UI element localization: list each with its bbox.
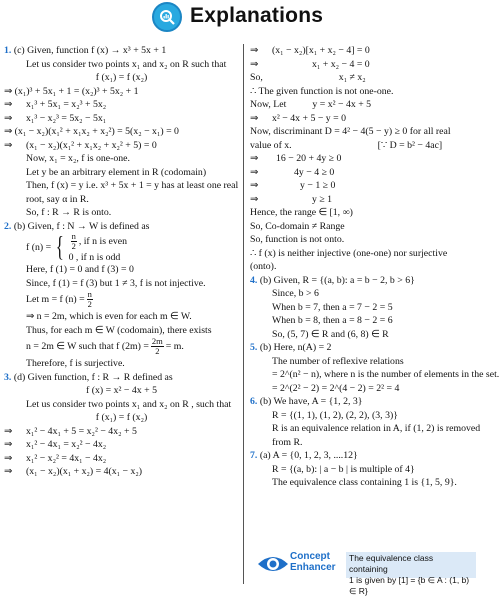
text-line: The equivalence class containing 1 is {1, 5, 9}. [272,477,457,488]
text-line: Thus, for each m ∈ W (codomain), there exists [26,324,212,336]
text-line: Now, Let [250,99,287,110]
implies-icon: ⇒ [4,466,13,477]
math-line: x₁² − 4x₁ + 5 = x₂² − 4x₂ + 5 [26,425,137,437]
math-line: ⇒ (x₁ − x₂)(x₁² + x₁x₂ + x₂²) = 5(x₂ − x₁) = 0 [4,126,179,137]
text-line: Let y be an arbitrary element in R (codomain) [26,166,207,178]
implies-icon: ⇒ [4,425,13,437]
fraction-denominator: 2 [71,240,76,251]
implies-icon: ⇒ [4,139,13,151]
text-line: Hence, the range ∈ [1, ∞) [250,207,353,218]
fraction-numerator: 2m [151,336,163,346]
text-line: The number of reflexive relations [272,355,404,367]
question-number: 6. [250,396,258,407]
text-line: Let us consider two points x₁ and x₂ on R such that [26,58,227,70]
implies-icon: ⇒ [250,180,259,191]
q3-heading: (d) Given function, f : R → R defined as [13,371,173,383]
function-label: f (n) = [26,242,52,254]
text-line: value of x. [250,139,292,151]
text-line: Since, f (1) = f (3) but 1 ≠ 3, f is not injective. [26,277,206,289]
math-line: (x₁ − x₂)[x₁ + x₂ − 4] = 0 [272,45,370,56]
q6-heading: (b) We have, A = {1, 2, 3} [259,396,363,407]
text-line: R is an equivalence relation in A, if (1, 2) is removed [272,423,481,434]
question-number: 4. [250,274,258,286]
text-line: So, function is not onto. [250,234,345,245]
question-number: 3. [4,371,12,383]
q1-heading: (c) Given, function f (x) → x³ + 5x + 1 [13,45,167,56]
case-condition: , if n is even [78,235,127,247]
text-line: Then, f (x) = y i.e. x³ + 5x + 1 = y has at least one real [26,180,239,191]
implies-icon: ⇒ [250,45,259,56]
math-line: f (x) = x² − 4x + 5 [86,385,157,396]
text-line: = 2^(2² − 2) = 2^(4 − 2) = 2² = 4 [272,382,400,394]
text-line: So, (5, 7) ∈ R and (6, 8) ∈ R [272,328,389,340]
math-line: ⇒ (x₁)³ + 5x₁ + 1 = (x₂)³ + 5x₂ + 1 [4,85,139,97]
implies-icon: ⇒ [250,112,259,124]
text-line: Therefore, f is surjective. [26,358,125,369]
question-number: 5. [250,342,258,353]
text-line: When b = 8, then a = 8 − 2 = 6 [272,315,393,326]
math-line: (x₁ − x₂)(x₁² + x₁x₂ + x₂² + 5) = 0 [26,139,157,151]
math-line: y − 1 ≥ 0 [300,180,336,191]
page-title: Explanations [190,4,324,27]
piecewise-function [4,230,239,263]
implies-icon: ⇒ [250,153,259,164]
eye-icon [256,550,290,578]
implies-icon: ⇒ [4,99,13,110]
q2-heading: (b) Given, f : N → W is defined as [13,220,150,232]
implies-icon: ⇒ [4,112,13,124]
text-line: = 2^(n² − n), where n is the number of elements in the set. [272,369,499,380]
text-line: So, f : R → R is onto. [26,207,112,218]
math-line: f (x₁) = f (x₂) [95,72,148,83]
math-line: x₁² − 4x₁ = x₂² − 4x₂ [26,439,107,450]
math-line: y = x² − 4x + 5 [312,99,372,110]
implies-icon: ⇒ [250,58,259,70]
q7-heading: (a) A = {0, 1, 2, 3, ....12} [259,450,358,461]
fraction-numerator: n [87,289,92,299]
math-line: 16 − 20 + 4y ≥ 0 [276,153,342,164]
left-column [4,44,239,479]
q5-heading: (b) Here, n(A) = 2 [259,342,332,353]
question-number: 1. [4,45,12,56]
implies-icon: ⇒ [250,193,259,205]
math-line: x₁ + x₂ − 4 = 0 [312,58,370,70]
note-line: The equivalence class containing [349,553,434,574]
note-line: 1 is given by [1] = {b ∈ A : (1, b) ∈ R} [349,575,470,596]
text-line: from R. [272,436,303,448]
fraction-denominator: 2 [155,346,160,356]
implies-icon: ⇒ [250,166,259,178]
math-line: x₁³ − x₂³ = 5x₂ − 5x₁ [26,112,107,124]
text-line: Let us consider two points x₁ and x₂ on R , such that [26,398,232,410]
text-line: Here, f (1) = 0 and f (3) = 0 [26,264,134,275]
math-line: x₁³ + 5x₁ = x₂³ + 5x₂ [26,99,107,110]
question-number: 2. [4,220,12,232]
text-line: Since, b > 6 [272,288,319,299]
text-line: Let m = f (n) = [26,293,85,305]
column-divider [243,44,244,584]
text-line: ∴ The given function is not one-one. [250,85,394,97]
fraction-denominator: 2 [87,299,92,309]
math-line: f (x₁) = f (x₂) [95,412,148,423]
implies-icon: ⇒ [4,439,13,450]
text-line: ∴ f (x) is neither injective (one-one) nor surjective [250,247,448,259]
right-column [250,44,499,490]
math-line: x² − 4x + 5 − y = 0 [272,112,347,124]
brace-icon: { [55,232,64,263]
text-line: R = {(a, b): | a − b | is multiple of 4} [272,463,415,475]
text-line: Now, x₁ = x₂, f is one-one. [26,153,130,164]
concept-enhancer-label: Concept Enhancer [290,551,336,573]
text-line: ⇒ n = 2m, which is even for each m ∈ W. [26,311,192,322]
math-line: 4y − 4 ≥ 0 [294,166,335,178]
q4-heading: (b) Given, R = {(a, b): a = b − 2, b > 6} [259,274,415,286]
concept-enhancer-note [346,552,476,596]
concept-enhancer [250,550,478,596]
text-line: R = {(1, 1), (1, 2), (2, 2), (3, 3)} [272,409,398,421]
text-line: root, say α in R. [26,193,89,205]
math-line: (x₁ − x₂)(x₁ + x₂) = 4(x₁ − x₂) [26,466,143,477]
text-line: When b = 7, then a = 7 − 2 = 5 [272,301,393,313]
math-line: x₁ ≠ x₂ [338,72,366,83]
text-line: n = 2m ∈ W such that f (2m) = [26,340,149,352]
fraction-numerator: n [71,230,76,241]
case-condition: , if n is odd [75,251,121,263]
text-line: So, [250,72,263,83]
math-line: [∵ D = b² − 4ac] [377,139,443,151]
math-line: x₁² − x₂² = 4x₁ − 4x₂ [26,452,107,464]
math-line: y ≥ 1 [312,193,333,205]
magnifier-chart-icon [152,2,182,32]
text-line: So, Co-domain ≠ Range [250,220,345,232]
header [0,0,480,36]
text-line: = m. [165,340,184,352]
implies-icon: ⇒ [4,452,13,464]
text-line: Now, discriminant D = 4² − 4(5 − y) ≥ 0 for all real [250,126,451,137]
text-line: (onto). [250,261,277,272]
question-number: 7. [250,450,258,461]
case-value: 0 [68,251,74,263]
